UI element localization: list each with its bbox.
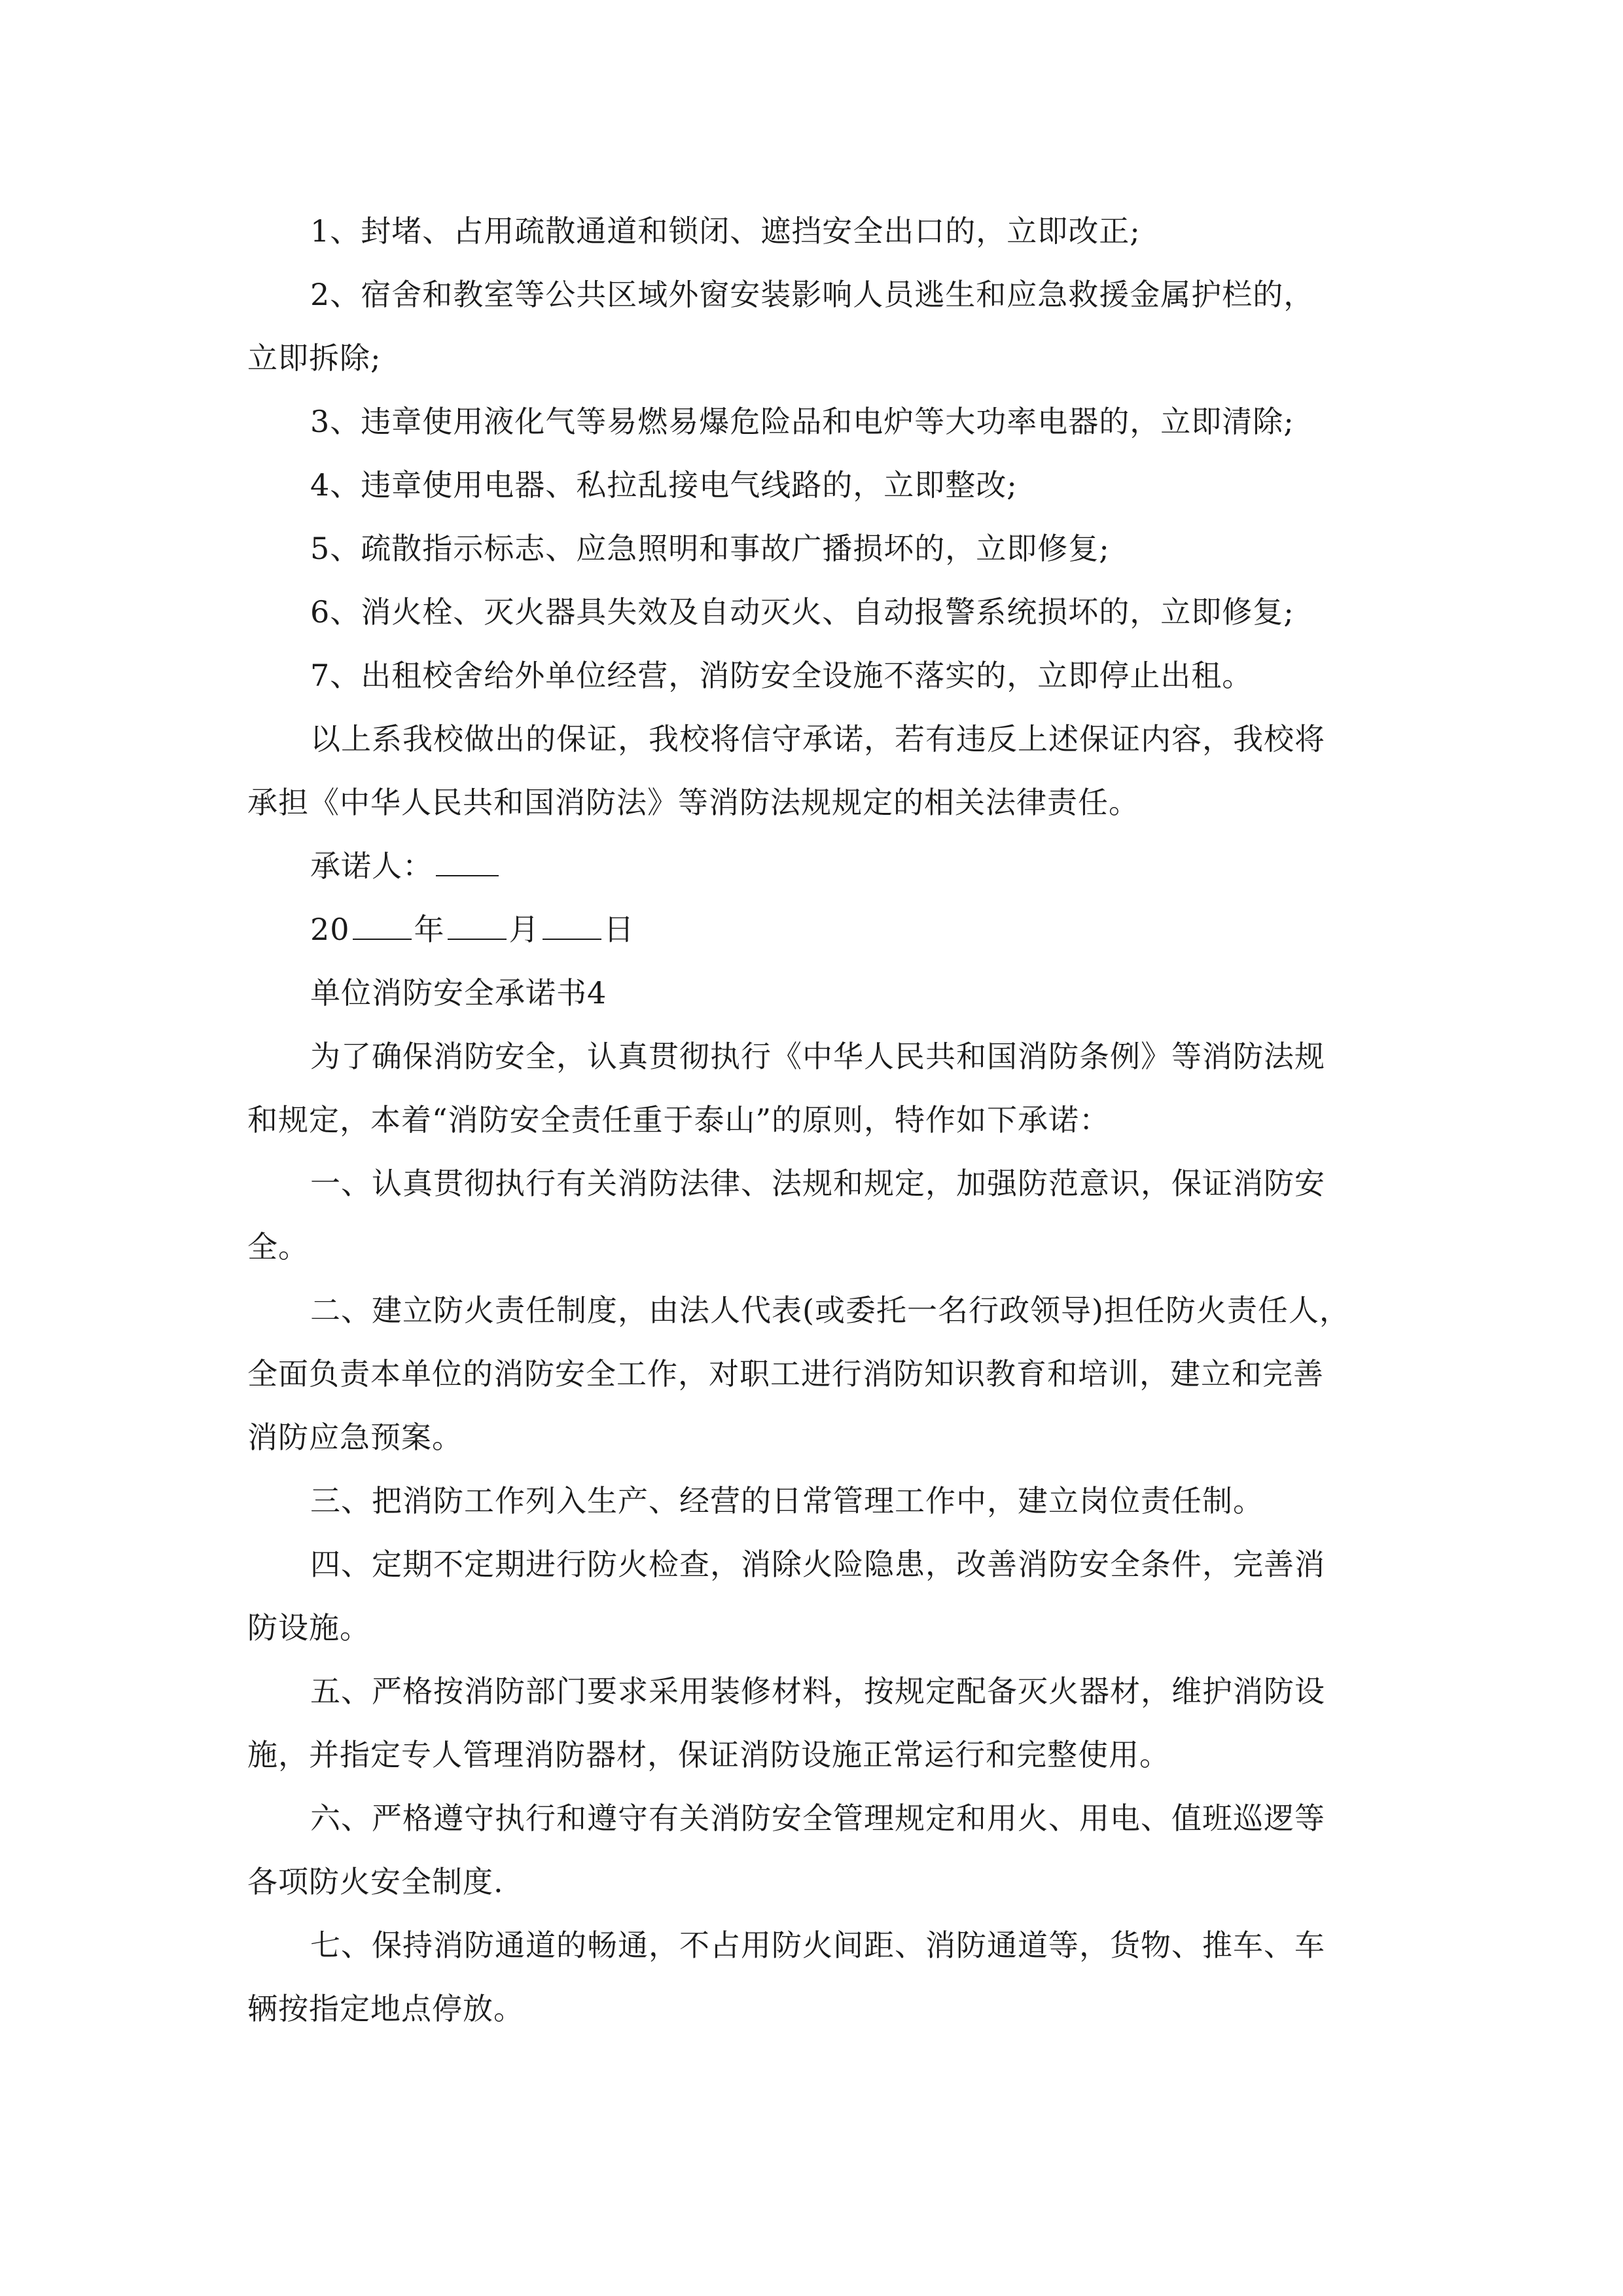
date-year-prefix: 20 [310, 912, 350, 947]
paragraph-line: 消防应急预案。 [247, 1420, 463, 1455]
paragraph-line: 6、消火栓、灭火器具失效及自动灭火、自动报警系统损坏的，立即修复; [310, 594, 1294, 630]
paragraph-line: 承担《中华人民共和国消防法》等消防法规规定的相关法律责任。 [247, 785, 1139, 820]
paragraph-line: 3、违章使用液化气等易燃易爆危险品和电炉等大功率电器的，立即清除; [310, 404, 1294, 439]
paragraph-line: 施，并指定专人管理消防器材，保证消防设施正常运行和完整使用。 [247, 1737, 1170, 1772]
paragraph-line: 四、定期不定期进行防火检查，消除火险隐患，改善消防安全条件，完善消 [310, 1547, 1325, 1582]
paragraph-line: 七、保持消防通道的畅通，不占用防火间距、消防通道等，货物、推车、车 [310, 1928, 1325, 1963]
date-line [247, 898, 1380, 961]
paragraph-line: 全面负责本单位的消防安全工作，对职工进行消防知识教育和培训，建立和完善 [247, 1356, 1324, 1391]
paragraph-line: 全。 [247, 1229, 309, 1265]
paragraph-line: 为了确保消防安全，认真贯彻执行《中华人民共和国消防条例》等消防法规 [310, 1039, 1325, 1074]
paragraph-line: 辆按指定地点停放。 [247, 1991, 524, 2026]
paragraph-line: 7、出租校舍给外单位经营，消防安全设施不落实的，立即停止出租。 [310, 658, 1253, 693]
date-year-label: 年 [414, 912, 445, 947]
day-blank [543, 908, 601, 940]
paragraph-line: 一、认真贯彻执行有关消防法律、法规和规定，加强防范意识，保证消防安 [310, 1166, 1325, 1201]
year-blank [353, 908, 412, 940]
paragraph-line: 立即拆除; [247, 340, 382, 376]
paragraph-line: 4、违章使用电器、私拉乱接电气线路的，立即整改; [310, 467, 1018, 503]
paragraph-line: 和规定，本着“消防安全责任重于泰山”的原则，特作如下承诺： [247, 1102, 1111, 1138]
paragraph-line: 5、疏散指示标志、应急照明和事故广播损坏的，立即修复; [310, 531, 1110, 566]
signature-label: 承诺人： [310, 848, 433, 884]
paragraph-line: 1、封堵、占用疏散通道和锁闭、遮挡安全出口的，立即改正; [310, 213, 1141, 249]
date-month-label: 月 [508, 912, 540, 947]
paragraph-line: 防设施。 [247, 1610, 370, 1645]
signature-blank [436, 845, 499, 876]
section-title: 单位消防安全承诺书4 [310, 975, 607, 1011]
paragraph-line: 以上系我校做出的保证，我校将信守承诺，若有违反上述保证内容，我校将 [310, 721, 1325, 757]
paragraph-line: 五、严格按消防部门要求采用装修材料，按规定配备灭火器材，维护消防设 [310, 1674, 1325, 1709]
paragraph-line: 各项防火安全制度. [247, 1864, 504, 1899]
paragraph-line: 六、严格遵守执行和遵守有关消防安全管理规定和用火、用电、值班巡逻等 [310, 1801, 1325, 1836]
date-day-label: 日 [603, 912, 635, 947]
month-blank [448, 908, 507, 940]
paragraph-line: 三、把消防工作列入生产、经营的日常管理工作中，建立岗位责任制。 [310, 1483, 1264, 1518]
paragraph-line: 2、宿舍和教室等公共区域外窗安装影响人员逃生和应急救援金属护栏的， [310, 277, 1315, 312]
signature-line [247, 834, 1380, 898]
document-page [247, 200, 1380, 2041]
paragraph-line: 二、建立防火责任制度，由法人代表(或委托一名行政领导)担任防火责任人， [310, 1293, 1350, 1328]
